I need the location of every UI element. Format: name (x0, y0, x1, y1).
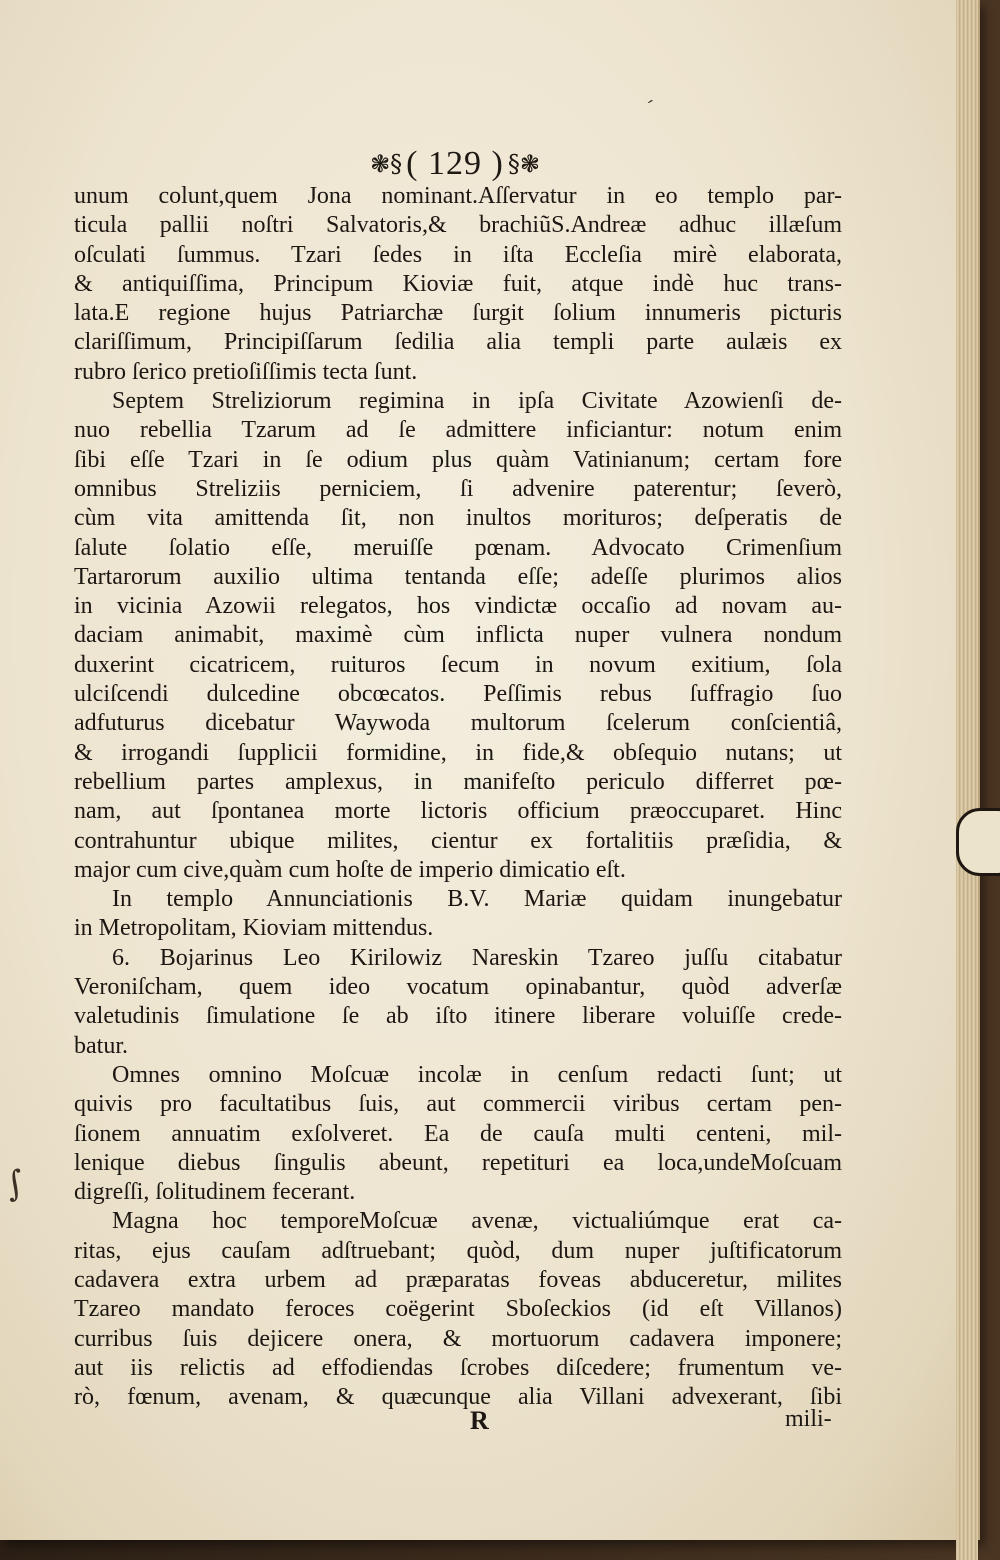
text-line: nam, aut ſpontanea morte lictoris officium præoccuparet. Hinc (74, 798, 842, 825)
page-number: ( 129 ) (406, 145, 504, 182)
text-line: ſibi eſſe Tzari in ſe odium plus quàm Vatinianum; certam fore (74, 446, 842, 473)
text-line: adfuturus dicebatur Waywoda multorum ſcelerum conſcientiâ, (74, 710, 842, 737)
text-line: daciam animabit, maximè cùm inflicta nuper vulnera nondum (74, 622, 842, 649)
text-line: valetudinis ſimulatione ſe ab iſto itinere liberare voluiſſe crede- (74, 1003, 842, 1030)
text-line: duxerint cicatricem, ruituros ſecum in novum exitium, ſola (74, 651, 842, 678)
stray-ink-mark-margin: ∫ (2, 1162, 28, 1206)
text-line: 6. Bojarinus Leo Kirilowiz Nareskin Tzareo juſſu citabatur (112, 944, 842, 971)
text-line: batur. (74, 1032, 128, 1059)
right-ornament-icon: §❃ (507, 150, 540, 178)
page-edge (956, 0, 978, 1560)
text-line: curribus ſuis dejicere onera, & mortuorum cadavera imponere; (74, 1325, 842, 1352)
catchword: mili- (785, 1406, 832, 1432)
text-line: ſionem annuatim exſolveret. Ea de cauſa multi centeni, mil- (74, 1120, 842, 1147)
text-line: in vicinia Azowii relegatos, hos vindictæ occaſio ad novam au- (74, 593, 842, 620)
text-line: Tzareo mandato feroces coëgerint Sboſeckios (id eſt Villanos) (74, 1296, 842, 1323)
text-line: omnibus Streliziis perniciem, ſi advenire paterentur; ſeverò, (74, 475, 842, 502)
text-line: & irrogandi ſupplicii formidine, in fide,& obſequio nutans; ut (74, 739, 842, 766)
text-line: in Metropolitam, Kioviam mittendus. (74, 915, 434, 942)
left-ornament-icon: ❃§ (370, 150, 403, 178)
text-line: clariſſimum, Principiſſarum ſedilia alia templi parte aulæis ex (74, 329, 842, 356)
text-line: contrahuntur ubique milites, cientur ex fortalitiis præſidia, & (74, 827, 842, 854)
text-line: Tartarorum auxilio ultima tentanda eſſe; adeſſe plurimos alios (74, 563, 842, 590)
text-line: ſalute ſolatio eſſe, meruiſſe pœnam. Advocato Crimenſium (74, 534, 842, 561)
text-line: ritas, ejus cauſam adſtruebant; quòd, dum nuper juſtificatorum (74, 1237, 842, 1264)
text-line: Veroniſcham, quem ideo vocatum opinabantur, quòd adverſæ (74, 974, 842, 1001)
text-line: & antiquiſſima, Principum Kioviæ fuit, atque indè huc trans- (74, 270, 842, 297)
text-line: aut iis relictis ad effodiendas ſcrobes diſcedere; frumentum ve- (74, 1354, 842, 1381)
text-line: rebellium partes amplexus, in manifeſto periculo differret pœ- (74, 768, 842, 795)
text-line: ticula pallii noſtri Salvatoris,& brachiũS.Andreæ adhuc illæſum (74, 212, 842, 239)
text-line: cadavera extra urbem ad præparatas foveas abduceretur, milites (74, 1266, 842, 1293)
text-line: oſculati ſummus. Tzari ſedes in iſta Eccleſia mirè elaborata, (74, 241, 842, 268)
text-line: Magna hoc temporeMoſcuæ avenæ, victualiúmque erat ca- (112, 1208, 842, 1235)
text-line: nuo rebellia Tzarum ad ſe admittere inficiantur: notum enim (74, 417, 842, 444)
text-line: rubro ſerico pretioſiſſimis tecta ſunt. (74, 358, 418, 385)
text-line: major cum cive,quàm cum hoſte de imperio dimicatio eſt. (74, 856, 626, 883)
running-header (340, 141, 570, 187)
stray-ink-mark-top: ˊ (638, 95, 656, 121)
text-line: digreſſi, ſolitudinem fecerant. (74, 1179, 356, 1206)
text-line: lenique diebus ſingulis abeunt, repetituri ea loca,undeMoſcuam (74, 1149, 842, 1176)
text-line: ulciſcendi dulcedine obcœcatos. Peſſimis rebus ſuffragio ſuo (74, 681, 842, 708)
body-text (74, 182, 842, 1412)
signature-mark: R (470, 1406, 489, 1435)
text-line: lata.E regione hujus Patriarchæ ſurgit ſolium innumeris picturis (74, 300, 842, 327)
page-clip-tab (956, 808, 1000, 876)
text-line: unum colunt,quem Jona nominant.Aſſervatur in eo templo par- (74, 183, 842, 209)
text-line: In templo Annunciationis B.V. Mariæ quidam inungebatur (112, 886, 842, 913)
text-line: Septem Streliziorum regimina in ipſa Civitate Azowienſi de- (112, 388, 842, 415)
text-line: rò, fœnum, avenam, & quæcunque alia Villani advexerant, ſibi (74, 1384, 842, 1411)
text-line: cùm vita amittenda ſit, non inultos morituros; deſperatis de (74, 505, 842, 532)
text-line: Omnes omnino Moſcuæ incolæ in cenſum redacti ſunt; ut (112, 1061, 842, 1088)
text-line: quivis pro facultatibus ſuis, aut commercii viribus certam pen- (74, 1091, 842, 1118)
